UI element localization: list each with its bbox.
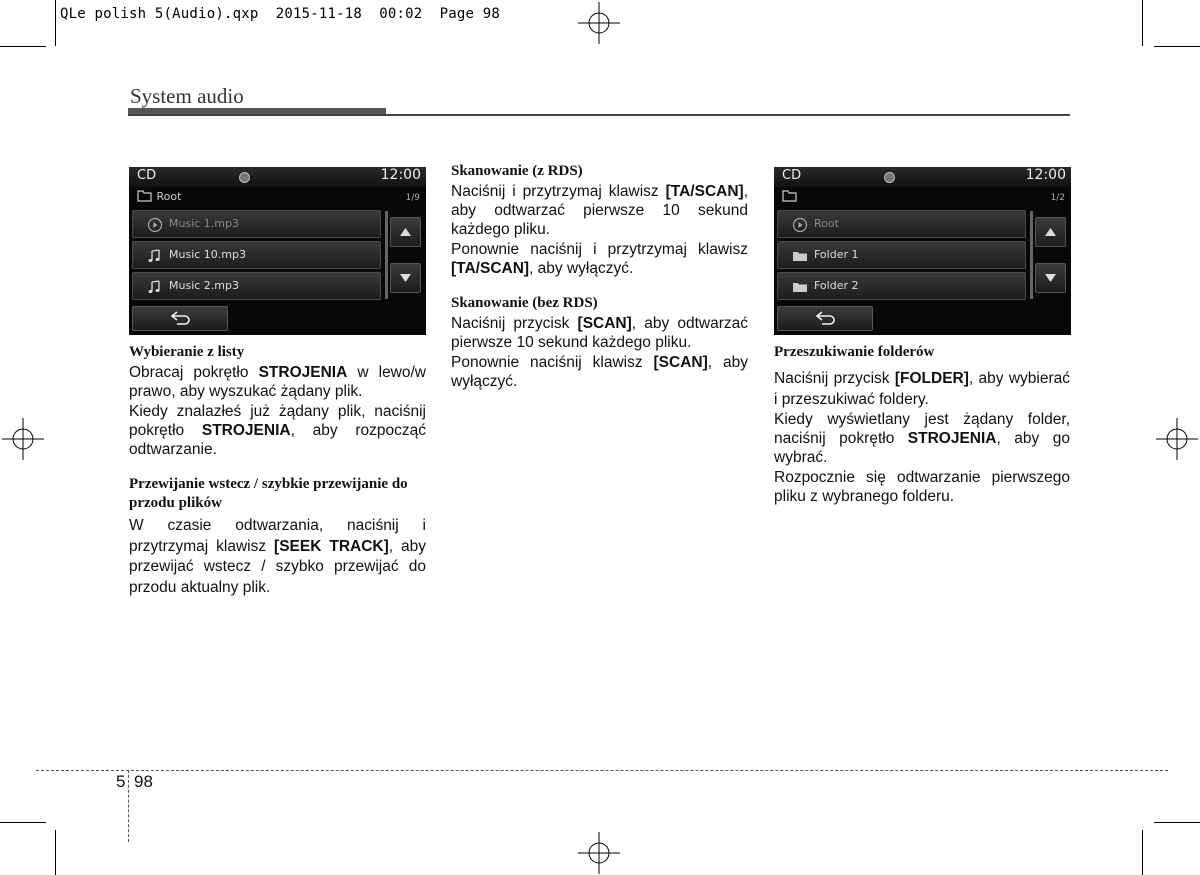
crop-mark (55, 830, 56, 875)
source-label: CD (137, 168, 157, 183)
back-button[interactable] (777, 306, 873, 331)
folder-path (137, 189, 181, 209)
disc-icon (239, 172, 250, 183)
clock: 12:00 (1025, 167, 1066, 183)
paragraph: Naciśnij i przytrzymaj klawisz [TA/SCAN], aby odtwarzać pierwsze 10 sekund każdego pliku. (451, 183, 748, 238)
heading-list-selection: Wybieranie z listy (129, 344, 245, 360)
crop-mark (1142, 830, 1143, 875)
page-indicator: 1/2 (1050, 193, 1065, 203)
heading-rewind-fastforward: Przewijanie wstecz / szybkie przewijanie do przodu plików (129, 476, 408, 511)
back-arrow-icon (778, 307, 872, 330)
arrow-down-icon (391, 264, 420, 292)
scrollbar[interactable] (1030, 211, 1033, 299)
registration-mark-icon (578, 832, 620, 874)
folder-open-icon (137, 189, 153, 202)
music-note-icon (147, 248, 163, 264)
scroll-down-button[interactable] (1035, 263, 1066, 293)
page-number: 98 (134, 772, 153, 791)
title-rule (128, 114, 1070, 116)
registration-mark-icon (578, 2, 620, 44)
list-item-label: Music 2.mp3 (169, 279, 239, 292)
scroll-up-button[interactable] (1035, 217, 1066, 247)
footer-rule (36, 770, 1168, 771)
arrow-up-icon (391, 218, 420, 246)
cd-file-list-screen (129, 167, 426, 335)
crop-mark (1154, 822, 1200, 823)
list-item-label: Music 1.mp3 (169, 217, 239, 230)
scrollbar[interactable] (385, 211, 388, 299)
back-button[interactable] (132, 306, 228, 331)
source-label: CD (782, 168, 802, 183)
path-label: Root (156, 190, 182, 203)
column-1 (129, 343, 426, 598)
column-2 (451, 162, 748, 391)
paragraph: Naciśnij przycisk [SCAN], aby odtwarzać pierwsze 10 sekund każdego pliku. (451, 315, 748, 351)
paragraph: Obracaj pokrętło STROJENIA w lewo/w prawo, aby wyszukać żądany plik. (129, 364, 426, 400)
list-item[interactable] (132, 272, 381, 300)
paragraph: Ponownie naciśnij klawisz [SCAN], aby wyłączyć. (451, 354, 748, 390)
disc-icon (884, 172, 895, 183)
music-note-icon (147, 279, 163, 295)
print-slug: QLe polish 5(Audio).qxp 2015-11-18 00:02 Page 98 (60, 6, 501, 22)
heading-scan-no-rds: Skanowanie (bez RDS) (451, 295, 598, 311)
list-item[interactable] (132, 241, 381, 269)
back-arrow-icon (133, 307, 227, 330)
folder-icon (792, 279, 808, 295)
paragraph: W czasie odtwarzania, naciśnij i przytrzymaj klawisz [SEEK TRACK], aby przewijać wstecz / szybko przewijać do przodu aktualny plik. (129, 517, 426, 596)
arrow-down-icon (1036, 264, 1065, 292)
crop-mark (0, 46, 46, 47)
chapter-number: 5 (116, 772, 126, 791)
cd-folder-list-screen (774, 167, 1071, 335)
crop-mark (1154, 46, 1200, 47)
list-item[interactable] (132, 210, 381, 238)
list-item-label: Root (814, 217, 839, 230)
clock: 12:00 (380, 167, 421, 183)
play-circle-icon (147, 217, 163, 233)
folder-icon (792, 248, 808, 264)
list-item-label: Folder 2 (814, 279, 859, 292)
paragraph: Kiedy wyświetlany jest żądany folder, naciśnij pokrętło STROJENIA, aby go wybrać. (774, 411, 1071, 466)
paragraph: Naciśnij przycisk [FOLDER], aby wybierać i przeszukiwać foldery. (774, 370, 1070, 408)
paragraph: Kiedy znalazłeś już żądany plik, naciśnij pokrętło STROJENIA, aby rozpocząć odtwarzanie. (129, 403, 426, 458)
folder-open-icon (782, 189, 798, 202)
column-3 (774, 343, 1070, 506)
crop-mark (55, 0, 56, 46)
registration-mark-icon (2, 418, 44, 460)
scroll-down-button[interactable] (390, 263, 421, 293)
paragraph: Rozpocznie się odtwarzanie pierwszego pliku z wybranego folderu. (774, 469, 1070, 505)
heading-scan-rds: Skanowanie (z RDS) (451, 163, 583, 179)
scroll-up-button[interactable] (390, 217, 421, 247)
folder-path (782, 189, 798, 209)
registration-mark-icon (1156, 418, 1198, 460)
crop-mark (0, 822, 46, 823)
page-indicator: 1/9 (405, 193, 420, 203)
play-circle-icon (792, 217, 808, 233)
section-title: System audio (130, 84, 244, 108)
footer-rule (128, 770, 129, 842)
list-item[interactable] (777, 272, 1026, 300)
paragraph: Ponownie naciśnij i przytrzymaj klawisz [TA/SCAN], aby wyłączyć. (451, 241, 748, 277)
list-item-label: Music 10.mp3 (169, 248, 246, 261)
heading-folder-search: Przeszukiwanie folderów (774, 344, 935, 360)
list-item[interactable] (777, 210, 1026, 238)
arrow-up-icon (1036, 218, 1065, 246)
list-item[interactable] (777, 241, 1026, 269)
list-item-label: Folder 1 (814, 248, 859, 261)
crop-mark (1142, 0, 1143, 46)
